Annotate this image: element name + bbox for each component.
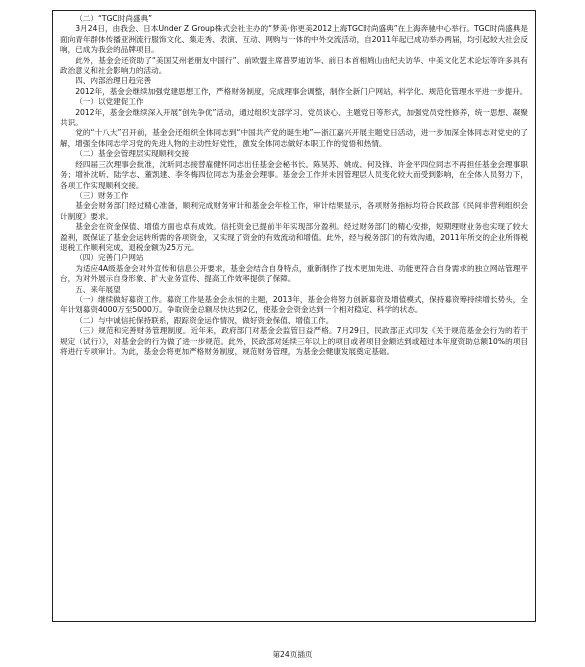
paragraph: （一）继续做好募资工作。募资工作是基金会永恒的主题，2013年，基金会将努力创新募资及增值模式，保持募资筹持续增长势头，全年计划募资4000万至5000万。争取资金总额尽快达到2亿，使基金会资金达到一个相对稳定、科学的状态。 xyxy=(60,294,528,315)
document-body xyxy=(60,14,528,357)
paragraph: （二）“TGC时尚盛典” xyxy=(75,14,153,23)
paragraph: 此外，基金会还资助了“美国艾州老朋友中国行”、前欧盟主席普罗迪访华、前日本首相鸠山由纪夫访华、中美文化艺术论坛等许多具有政治意义和社会影响力的活动。 xyxy=(60,55,528,76)
paragraph: 党的“十八大”召开前，基金会还组织全体同志到“中国共产党的诞生地”—浙江嘉兴开展主题党日活动，进一步加深全体同志对党史的了解，增强全体同志学习党的先进人物的主动性好党性，激发全体同志做好本职工作的觉悟和热情。 xyxy=(60,128,528,148)
paragraph: （三）财务工作 xyxy=(75,190,129,200)
paragraph: 为适应4A级基金会对外宣传和信息公开要求，基金会结合自身特点，重新制作了技术更加先进、功能更符合自身需求的独立网站管理平台，为对外展示自身形象、扩大业务宣传、提高工作效率提供了保障。 xyxy=(60,263,528,284)
paragraph: （一）以党建促工作 xyxy=(75,97,144,107)
paragraph: 五、来年展望 xyxy=(75,284,121,294)
paragraph: 四、内部治理日趋完善 xyxy=(75,76,152,86)
paragraph: （二）基金会管理层实现顺利交接 xyxy=(75,149,190,159)
paragraph: 基金会在资金保值、增值方面也卓有成效。信托资金已提前半年实现部分盈利。经过财务部门的精心安排，短期理财业务也实现了较大盈利，既保证了基金会运转所需的各项资金，又实现了资金的有效流动和增值。此外，经与税务部门的有效沟通，2011年所交的企业所得税退税工作顺利完成，退税金额为25万元。 xyxy=(60,222,528,252)
paragraph: 2012年，基金会继续加强党建思想工作，严格财务制度，完成理事会调整，制作全新门户网站，科学化、规范化管理水平进一步提升。 xyxy=(75,86,528,96)
paragraph: （三）规范和完善财务管理制度。近年来，政府部门对基金会监管日益严格。7月29日，民政部正式印发《关于规范基金会行为的若干规定（试行）》，对基金会的行为做了进一步规范。此外，民政部对延续三年以上的项目或者项目金额达到或超过本年度资助总额10%的项目将进行专项审计。为此，基金会将更加严格财务制度，规范财务管理，为基金会健康发展奠定基础。 xyxy=(60,326,528,356)
paragraph: （四）完善门户网站 xyxy=(75,253,144,263)
paragraph: 3月24日，由我会、日本Under Z Group株式会社主办的“梦美·你更美2012上海TGC时尚盛典”在上海奔驰中心举行。TGC时尚盛典是面向青年群体传播亚洲流行服饰文化、集走秀、表演、互动、网购与一体的中外交流活动，自2011年起已成功举办两届，均引起较大社会反响，已成为我会的品牌项目。 xyxy=(60,24,528,55)
paragraph: 经四届三次理事会批准，沈昕同志接替雇健怀同志出任基金会秘书长。陈昊苏、姚成、何及锋、许金平四位同志不再担任基金会理事职务；增补沈昕、陆学志、董凯建、李冬梅四位同志为基金会理事。基金会工作并未因管理层人员变化较大而受到影响，在全体人员努力下，各项工作实现顺利交接。 xyxy=(60,159,528,190)
page-number: 第24页插页 xyxy=(272,650,313,659)
paragraph: 基金会财务部门经过精心准备，顺利完成财务审计和基金会年检工作，审计结果显示，各项财务指标均符合民政部《民间非营利组织会计制度》要求。 xyxy=(60,201,528,221)
paragraph: （二）与中诚信托保持联系，跟踪资金运作情况，做好资金保值、增值工作。 xyxy=(75,315,334,325)
paragraph: 2012年，基金会继续深入开展“创先争优”活动，通过组织支部学习、党员谈心、主题党日等形式，加强党员党性修养，统一思想、凝聚共识。 xyxy=(60,107,528,128)
